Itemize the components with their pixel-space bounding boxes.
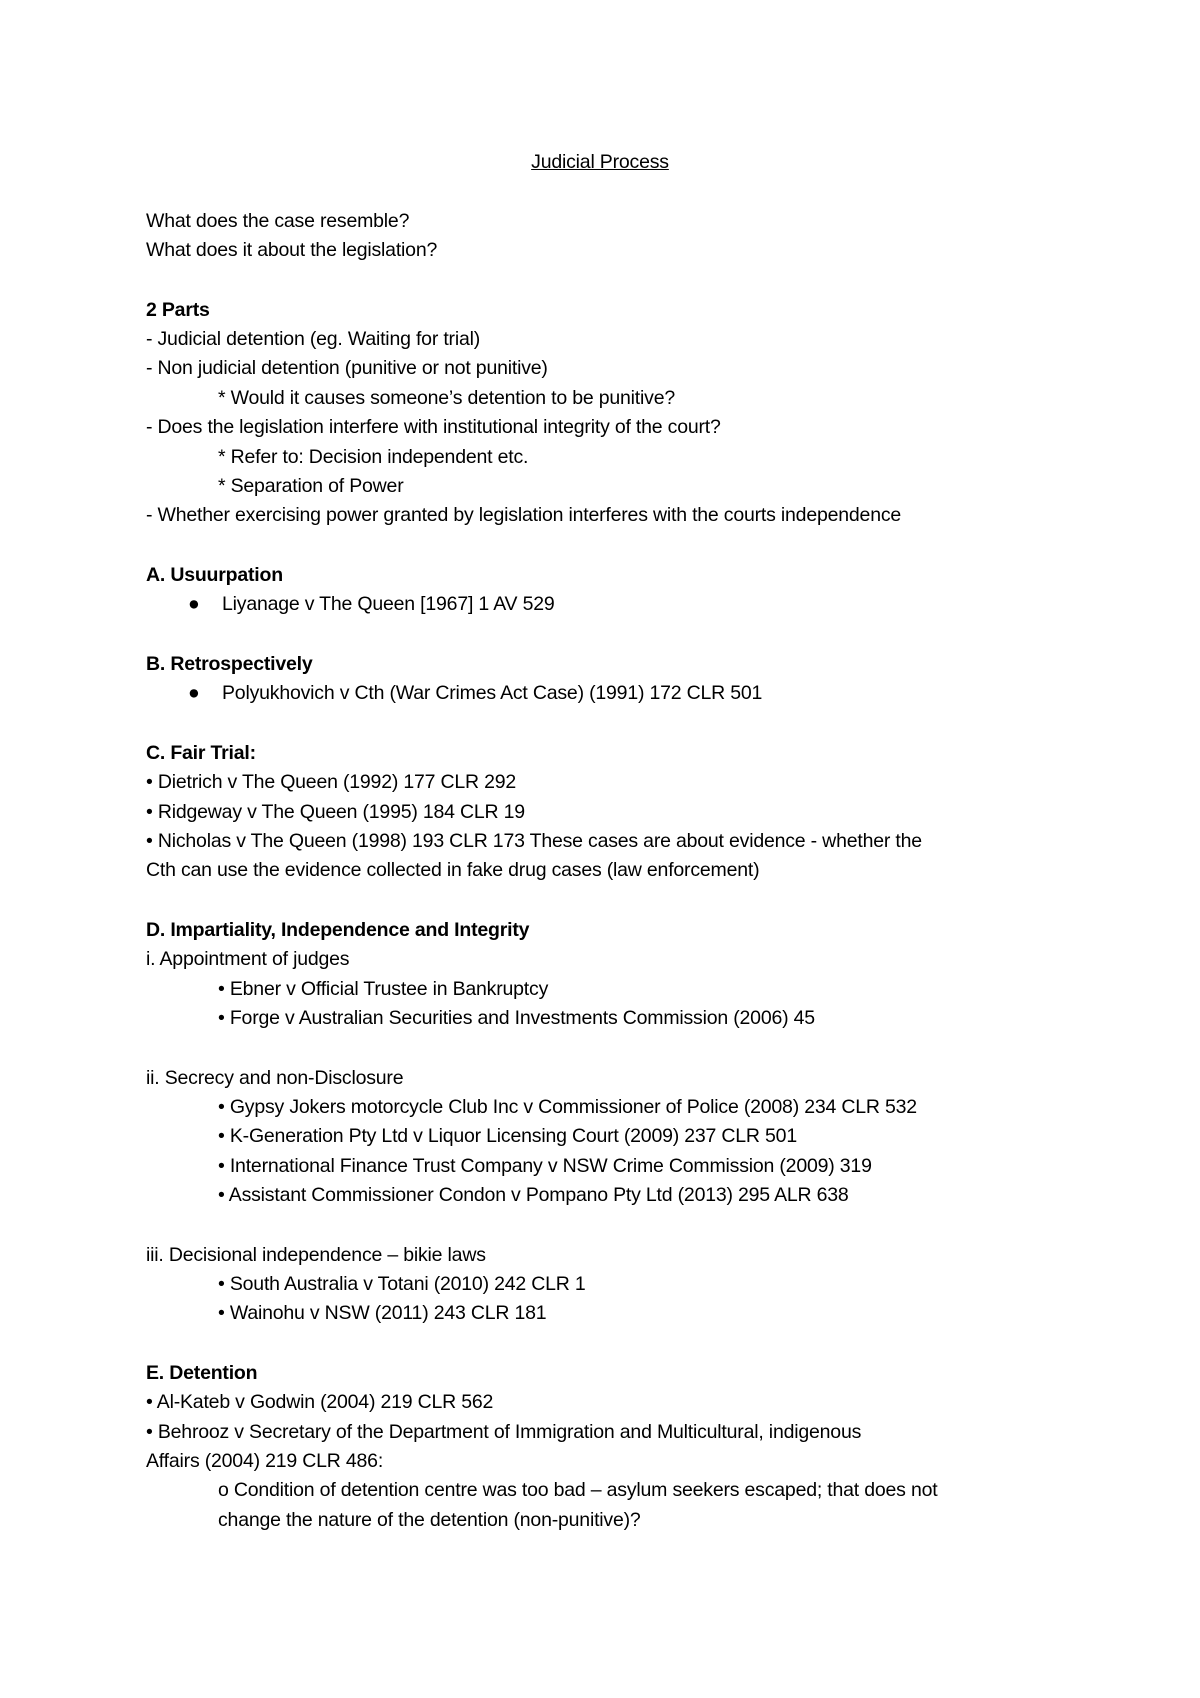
section-e-heading: E. Detention xyxy=(146,1362,258,1384)
section-d-heading: D. Impartiality, Independence and Integrity xyxy=(146,919,530,941)
case-note: Cth can use the evidence collected in fake drug cases (law enforcement) xyxy=(146,859,760,881)
bullet-icon: ● xyxy=(188,593,200,615)
case-citation: Polyukhovich v Cth (War Crimes Act Case) (1991) 172 CLR 501 xyxy=(222,682,763,704)
section-b-heading: B. Retrospectively xyxy=(146,653,313,675)
parts-subitem: * Separation of Power xyxy=(218,475,404,497)
case-citation: • International Finance Trust Company v NSW Crime Commission (2009) 319 xyxy=(218,1155,872,1177)
case-citation: Liyanage v The Queen [1967] 1 AV 529 xyxy=(222,593,555,615)
case-citation: • Dietrich v The Queen (1992) 177 CLR 292 xyxy=(146,771,517,793)
parts-item: - Whether exercising power granted by legislation interferes with the courts independence xyxy=(146,504,902,526)
parts-subitem: * Refer to: Decision independent etc. xyxy=(218,446,529,468)
parts-heading: 2 Parts xyxy=(146,299,210,321)
case-citation: Affairs (2004) 219 CLR 486: xyxy=(146,1450,384,1472)
case-note: change the nature of the detention (non-punitive)? xyxy=(218,1509,641,1531)
section-a-heading: A. Usuurpation xyxy=(146,564,283,586)
case-citation: • Al-Kateb v Godwin (2004) 219 CLR 562 xyxy=(146,1391,494,1413)
intro-question-1: What does the case resemble? xyxy=(146,210,410,232)
case-citation: • Assistant Commissioner Condon v Pompano Pty Ltd (2013) 295 ALR 638 xyxy=(218,1184,849,1206)
case-citation: • Ebner v Official Trustee in Bankruptcy xyxy=(218,978,549,1000)
list-item xyxy=(188,592,555,616)
case-citation: • Nicholas v The Queen (1998) 193 CLR 173 These cases are about evidence - whether the xyxy=(146,830,922,852)
intro-question-2: What does it about the legislation? xyxy=(146,239,438,261)
parts-item: - Non judicial detention (punitive or not punitive) xyxy=(146,357,548,379)
bullet-icon: ● xyxy=(188,682,200,704)
subsection-heading: iii. Decisional independence – bikie laws xyxy=(146,1244,486,1266)
case-citation: • K-Generation Pty Ltd v Liquor Licensing Court (2009) 237 CLR 501 xyxy=(218,1125,797,1147)
case-citation: • South Australia v Totani (2010) 242 CLR 1 xyxy=(218,1273,586,1295)
section-c-heading: C. Fair Trial: xyxy=(146,742,256,764)
subsection-heading: i. Appointment of judges xyxy=(146,948,350,970)
parts-subitem: * Would it causes someone’s detention to be punitive? xyxy=(218,387,675,409)
case-citation: • Behrooz v Secretary of the Department of Immigration and Multicultural, indigenous xyxy=(146,1421,862,1443)
list-item xyxy=(188,681,762,705)
case-citation: • Ridgeway v The Queen (1995) 184 CLR 19 xyxy=(146,801,525,823)
parts-item: - Judicial detention (eg. Waiting for trial) xyxy=(146,328,481,350)
case-citation: • Forge v Australian Securities and Investments Commission (2006) 45 xyxy=(218,1007,815,1029)
case-note: o Condition of detention centre was too bad – asylum seekers escaped; that does not xyxy=(218,1479,938,1501)
case-citation: • Gypsy Jokers motorcycle Club Inc v Commissioner of Police (2008) 234 CLR 532 xyxy=(218,1096,917,1118)
case-citation: • Wainohu v NSW (2011) 243 CLR 181 xyxy=(218,1302,547,1324)
subsection-heading: ii. Secrecy and non-Disclosure xyxy=(146,1067,404,1089)
parts-item: - Does the legislation interfere with institutional integrity of the court? xyxy=(146,416,721,438)
page-title: Judicial Process xyxy=(531,151,669,173)
